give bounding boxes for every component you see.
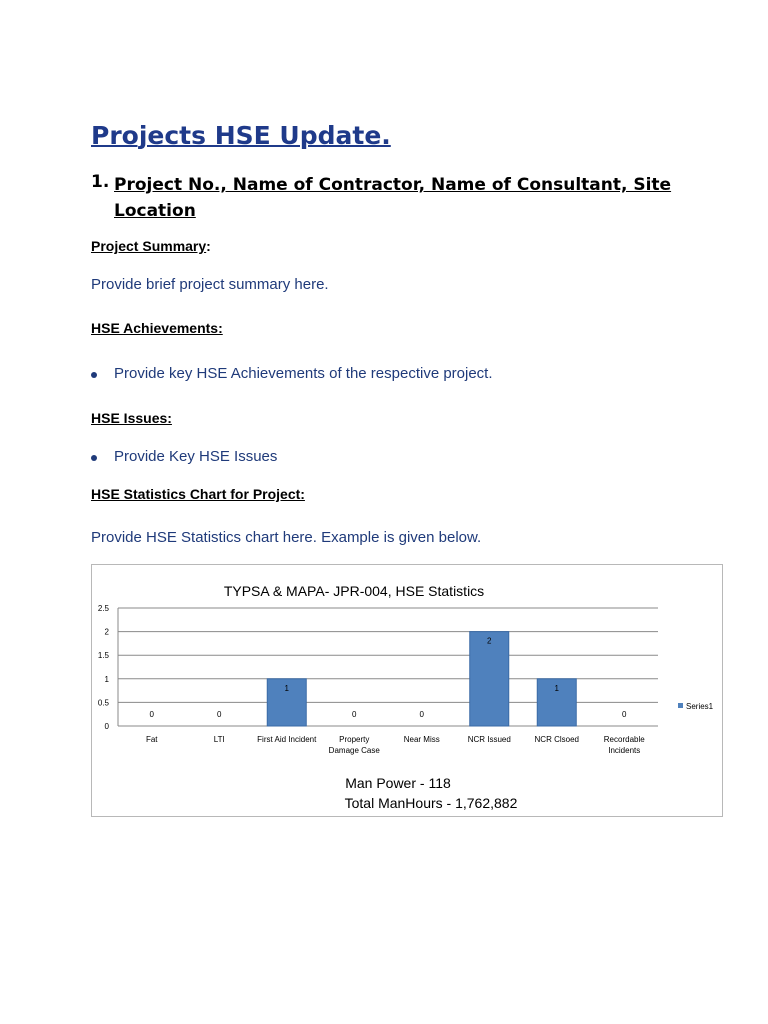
chart-data-label: 1 <box>554 683 559 693</box>
stats-label: HSE Statistics Chart for Project: <box>91 486 305 502</box>
chart-data-label: 0 <box>217 710 222 719</box>
chart-category-label: Incidents <box>608 746 641 755</box>
chart-bar <box>470 632 509 726</box>
chart-category-label: Near Miss <box>403 735 440 744</box>
chart-data-label: 1 <box>284 683 289 693</box>
chart-title: TYPSA & MAPA- JPR-004, HSE Statistics <box>223 583 485 599</box>
chart-category-label: First Aid Incident <box>257 735 317 744</box>
project-summary-label-text: Project Summary <box>91 238 207 254</box>
section-heading: Project No., Name of Contractor, Name of Consultant, Site Location <box>114 175 672 221</box>
chart-category-label: NCR Clsoed <box>534 735 579 744</box>
chart-y-tick-label: 2 <box>104 627 109 637</box>
chart-y-tick-label: 1.5 <box>97 651 109 661</box>
issues-label: HSE Issues: <box>91 410 172 426</box>
project-summary-colon: : <box>206 238 211 254</box>
stats-text: Provide HSE Statistics chart here. Example is given below. <box>91 529 482 546</box>
chart-y-tick-label: 2.5 <box>97 604 109 613</box>
chart-y-tick-label: 0 <box>104 722 109 731</box>
achievements-bullet <box>91 372 97 378</box>
chart-data-label: 0 <box>622 710 627 719</box>
chart-y-tick-label: 1 <box>104 674 109 684</box>
chart-category-label: Recordable <box>603 735 645 744</box>
hse-statistics-chart <box>91 564 723 817</box>
chart-category-label: Damage Case <box>328 746 380 755</box>
chart-data-label: 0 <box>419 710 424 719</box>
document-title: Projects HSE Update. <box>91 121 391 150</box>
section-number: 1. <box>91 172 110 192</box>
achievements-label: HSE Achievements: <box>91 320 223 336</box>
chart-footer-manpower: Man Power - 118 <box>345 775 451 791</box>
chart-data-label: 0 <box>149 710 154 719</box>
project-summary-text: Provide brief project summary here. <box>91 276 329 293</box>
issues-bullet <box>91 455 97 461</box>
chart-data-label: 2 <box>487 636 492 646</box>
chart-category-label: LTI <box>213 735 225 744</box>
chart-legend-swatch <box>678 703 683 708</box>
achievements-item: Provide key HSE Achievements of the respective project. <box>114 365 493 382</box>
chart-y-tick-label: 0.5 <box>97 698 109 708</box>
chart-footer-manhours: Total ManHours - 1,762,882 <box>344 795 518 811</box>
project-summary-label <box>91 238 211 254</box>
issues-item: Provide Key HSE Issues <box>114 448 278 465</box>
chart-category-label: Property <box>339 735 370 744</box>
chart-category-label: Fat <box>145 735 158 744</box>
chart-legend-label: Series1 <box>686 702 714 711</box>
chart-data-label: 0 <box>352 710 357 719</box>
chart-canvas <box>92 565 722 816</box>
chart-category-label: NCR Issued <box>467 735 511 744</box>
